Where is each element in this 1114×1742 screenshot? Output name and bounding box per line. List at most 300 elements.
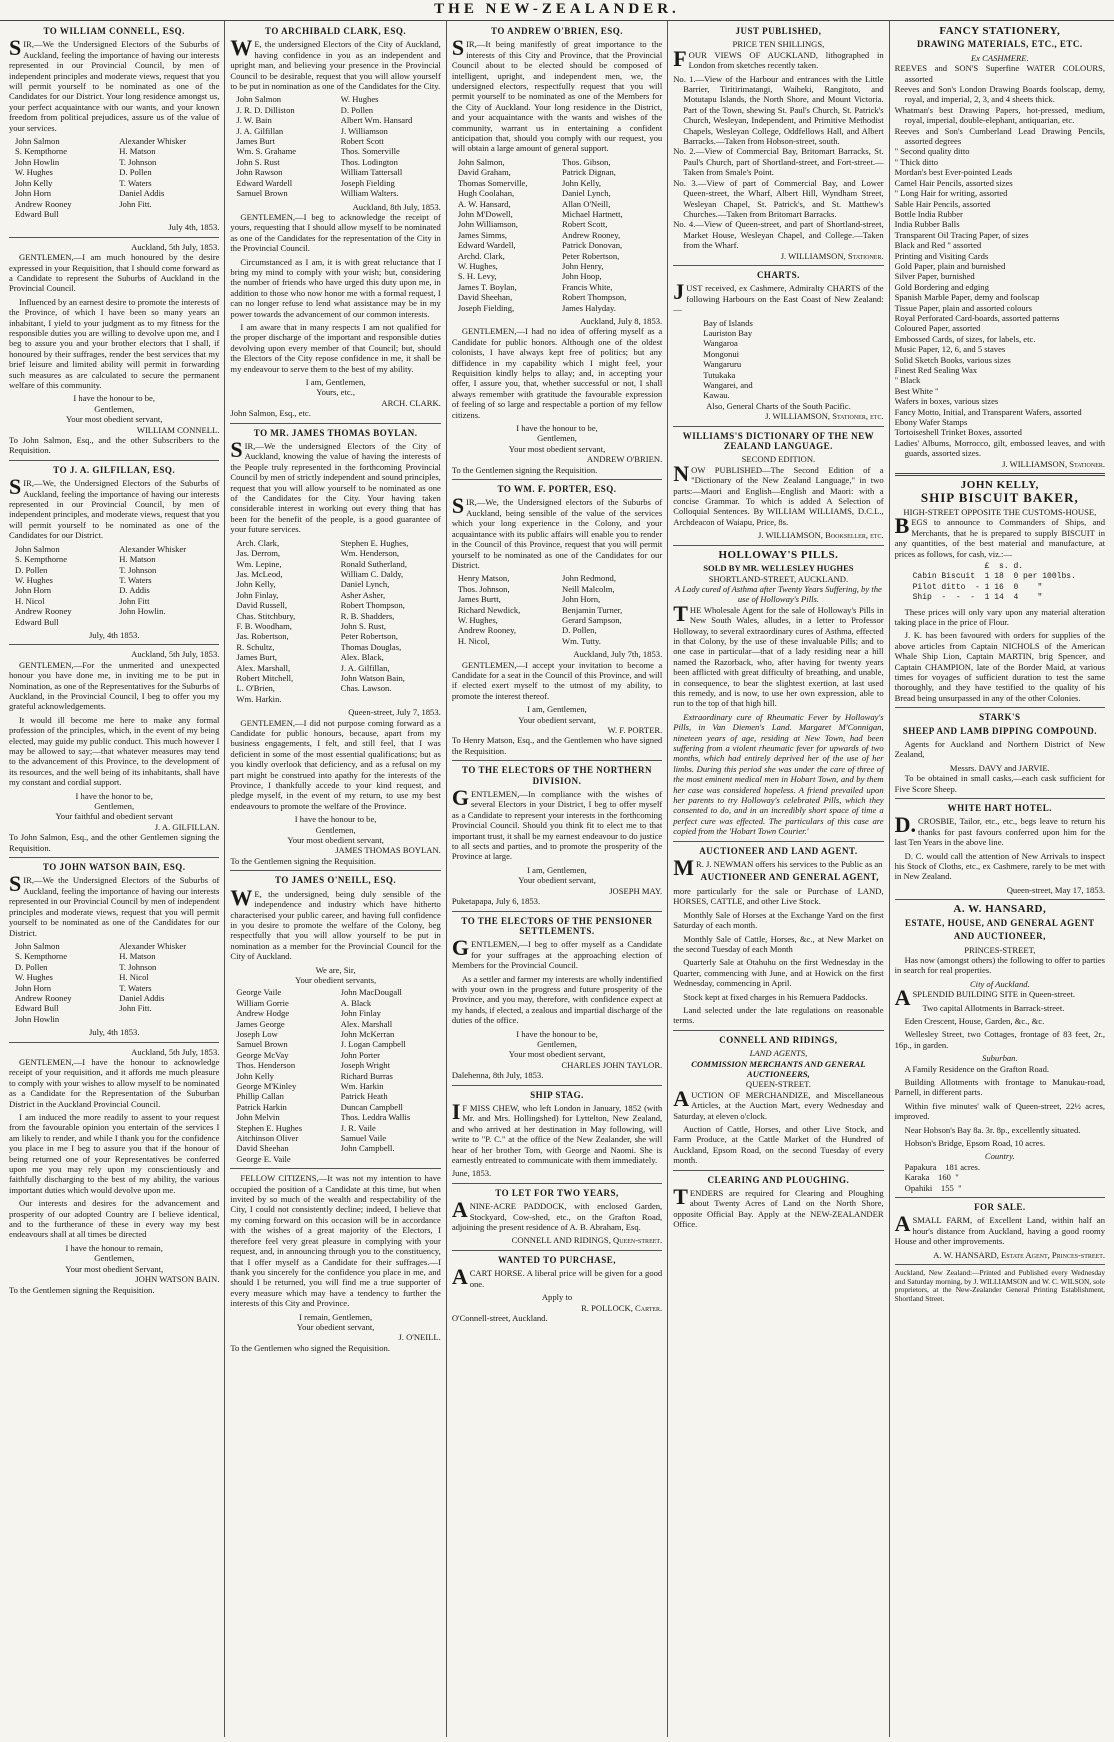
signatory-name: H. Nicol, [457,635,490,646]
ad-paragraph: Stock kept at fixed charges in his Remuera Paddocks. [683,991,868,1002]
signatory-name [119,1014,219,1024]
section-city: City of Auckland. [969,978,1030,989]
signature: CONNELL AND RIDINGS, Queen-street. [511,1235,663,1246]
heading-pensioner-settlements: TO THE ELECTORS OF THE PENSIONER SETTLEMENTS. [461,915,653,936]
column-3 [447,21,668,1737]
requisition-connell: SIR,—We the Undersigned Electors of the Suburbs of Auckland, feeling the importance of having our interests represented in our Provincial Council, by men of independent principles and moderate views, request that you will permit yourself to be nominated as one of the Candidates for our District. Your long residence amongst us, your perfect acquaintance with our wants, and your known freedom from political prejudices, assure us of the value of your services. [9,35,220,133]
signatory-name: J. Logan Campbell [340,1039,406,1050]
heading-auctioneer: AUCTIONEER AND LAND AGENT. [699,845,858,856]
signatory-name: Thos. Lodington [340,156,398,167]
property-item: Two capital Allotments in Barrack-street. [922,1002,1065,1013]
signatory-name: James Burt, [236,652,277,663]
signatory-name: T. Waters [119,982,152,993]
signatory-name: Benjamin Turner, [562,604,623,615]
divider [230,870,440,871]
signoff-line: I have the honour to be, [516,1028,598,1039]
signatory-name: Thos. Somerville [340,146,400,157]
signatory-name: J. Williamson [340,125,388,136]
stationery-item: " Second quality ditto [894,146,970,157]
signatory-name: Alexander Whisker [119,543,187,554]
stationery-item: Ebony Wafer Stamps [894,417,968,428]
stationery-item: Sable Hair Pencils, assorted [894,198,991,209]
heading-bain: TO JOHN WATSON BAIN, ESQ. [42,862,186,873]
signatory-name: D. Pollen, [562,625,597,636]
reply-paragraph: Our interests and desires for the advancement and prosperity of our adopted Country are I believe identical, and to the furtherance of these in every way my best endeavours shall at all times be directed [9,1198,220,1240]
signatory-name: Daniel Lynch, [340,579,390,590]
signatory-name: Daniel Addis [119,188,165,199]
signatory-name: John Howlin. [119,606,166,617]
divider [452,760,662,761]
divider [895,707,1105,708]
heading-connell: TO WILLIAM CONNELL, ESQ. [43,26,185,36]
ad-paddock: ANINE-ACRE PADDOCK, with enclosed Garden, Stockyard, Cow-shed, etc., on the Grafton Road, adjoining the present residence of A. B. Abraham, Esq. [451,1197,663,1233]
signoff-line: Yours, etc., [316,387,355,398]
subheading-agent: AUCTIONEER AND GENERAL AGENT, [700,872,879,883]
list-item: Tutukaka [703,369,736,380]
property-item: Eden Crescent, House, Garden, &c., &c. [904,1015,1045,1026]
subheading-street: PRINCES-STREET, [964,944,1036,955]
signatory-name: Samuel Brown [236,188,288,199]
signatory-name: John Fitt. [119,1003,152,1014]
heading-northern-division: TO THE ELECTORS OF THE NORTHERN DIVISION. [462,765,653,786]
column-5 [890,21,1110,1737]
address-paragraph: As a settler and farmer my interests are wholly indentified with your own in the progress and future prosperity of the Province, and you may, therefore, with confidence expect at my hands, if elected, a zealous and impartial discharge of the duties of the office. [451,973,663,1026]
signatory-name: Neill Malcolm, [562,583,615,594]
date-line: Dalehenna, 8th July, 1853. [451,1070,544,1081]
signatory-name: Michael Hartnett, [562,208,623,219]
date-line: Auckland, 5th July, 1853. [131,649,220,660]
heading-connell-ridings: CONNELL AND RIDINGS, [719,1034,838,1045]
stationery-item: Silver Paper, burnished [894,271,975,282]
signatory-name: John Kelly, [562,177,602,188]
ad-holloway-case: Extraordinary cure of Rheumatic Fever by Holloway's Pills, in Van Diemen's Land. Margaret M'Connigan, nineteen years of age, residing at New Town, had been suffering from a violent rheumatic fever for upwards of two months, which had entirely deprived her of the use of her limbs. During this period she was under the care of three of the most eminent medical men in Hobart Town, and by them her case was considered hopeless. A friend prevailed upon her parents to try Holloway's celebrated Pills, which they consented to do, and in an incredibly short space of time a perfect cure was effected. The particulars of this case are copied from the 'Hobart Town Courier.' [673,711,884,837]
signatory-name: A. W. Hansard, [457,198,511,209]
signatory-name: William Tattersall [340,167,403,178]
list-item: Opahiki 155 " [904,1182,962,1193]
signatory-name: T. Johnson [119,156,157,167]
signatory-name: J. A. Gilfillan [236,125,284,136]
signature: W. F. PORTER. [607,725,663,735]
signature: JOHN WATSON BAIN. [135,1274,220,1285]
heading-to-let: TO LET FOR TWO YEARS, [495,1187,619,1198]
signature: WILLIAM CONNELL. [136,424,220,435]
date-line: Auckland, July 7th, 1853. [573,649,663,660]
ad-auction-mart: AUCTION OF MERCHANDIZE, and Miscellaneous Articles, at the Auction Mart, every Wednesday and Saturday, at eleven o'clock. [673,1085,884,1121]
list-item: Karaka 160 " [904,1172,959,1183]
signatory-name: R. B. Shadders, [340,610,395,621]
signatory-name: Andrew Rooney, [562,229,621,240]
harbour-list [673,318,883,401]
property-item: Near Hobson's Bay 8a. 3r. 8p., excellently situated. [904,1124,1081,1135]
signatory-name: Stephen E. Hughes [236,1122,303,1133]
subheading-merchants: COMMISSION MERCHANTS AND GENERAL AUCTIONEERS, [691,1058,866,1079]
signatory-name: T. Waters [119,177,152,188]
stationery-item: Gold Paper, plain and burnished [894,260,1006,271]
heading-boylan: TO MR. JAMES THOMAS BOYLAN. [253,427,418,438]
signatory-name: John Porter [340,1049,380,1060]
requisition-bain: SIR,—We the Undersigned Electors of the Suburbs of Auckland, feeling the importance of having our interests represented in our Provincial Council by men of independent principles and moderate views, request that you will permit yourself to be nominated as one of the Candidates for our District. [9,871,220,938]
stationery-item: REEVES and SON'S Superfine WATER COLOURS, assorted [894,63,1106,84]
signatory-name: Francis White, [562,281,613,292]
signatory-name: Robert Scott [340,136,384,147]
heading-for-sale: FOR SALE. [974,1202,1026,1213]
ad-paragraph: Agents for Auckland and Northern District of New Zealand, [894,739,1106,760]
divider [895,1197,1105,1198]
reply-paragraph: GENTLEMEN,—I have the honour to acknowledge receipt of your requisition, and it affords me much pleasure to comply with your wishes to allow myself to be nominated as a Candidate for the Representation of the Suburban District in the Auckland Provincial Council. [9,1056,220,1109]
signatory-name: John Horn [15,585,52,596]
signatory-name: Albert Wm. Hansard [340,115,413,126]
signatories-clark [236,94,440,198]
signatory-name: Joseph Low [236,1028,278,1039]
signoff-line: Gentlemen, [94,403,135,414]
subheading-dipping: SHEEP AND LAMB DIPPING COMPOUND. [902,725,1097,736]
stationery-item: Music Paper, 12, 6, and 5 staves [894,344,1006,355]
signatory-name: John Salmon [236,94,282,105]
signatory-name: John Henry, [562,260,604,271]
date-line: July 4th, 1853. [168,222,220,233]
signatory-name: John Campbell. [340,1143,395,1154]
ad-paragraph: Auction of Cattle, Horses, and other Live Stock, and Farm Produce, at the Cattle Market of the Hundred of Auckland, Epsom Road, on the second Tuesday of every month. [673,1124,884,1166]
signatories-oneill [236,987,440,1164]
property-item: Within five minutes' walk of Queen-street, 22½ acres, improved. [894,1100,1106,1122]
signatory-name: John Fitt. [119,198,152,209]
signatory-name: T. Johnson [119,564,157,575]
signoff-line: Your most obedient servant, [287,835,384,846]
also-line: Also, General Charts of the South Pacific. [706,400,851,411]
signature: JOSEPH MAY. [609,885,663,896]
date-line: July, 4th 1853. [88,629,140,640]
stationery-item: Camel Hair Pencils, assorted sizes [894,177,1013,188]
heading-gilfillan: TO J. A. GILFILLAN, ESQ. [53,464,176,475]
divider [230,423,440,424]
signatory-name: John S. Rust, [340,620,386,631]
signatory-name [341,694,441,704]
signatory-name: Jas. Robertson, [236,631,289,642]
reply-paragraph: I am induced the more readily to assent to your request from the favourable opinion you entertain of the services I am likely to render, and while I thank you for the confidence you place in me I beg to assure you that if the honour of being returned one of your Representatives be conferred upon me you may rely upon my conscientiously and faithfully discharging to the best of my ability, the various important duties which would devolve upon me. [9,1112,220,1195]
addressee: To the Gentlemen signing the Requisition. [230,855,376,866]
heading-clark: TO ARCHIBALD CLARK, ESQ. [265,26,407,36]
stationery-item: Bottle India Rubber [894,208,963,219]
signatory-name: Patrick Donovan, [562,240,623,251]
subheading-address: HIGH-STREET OPPOSITE THE CUSTOMS-HOUSE, [903,506,1097,517]
signoff-line: Gentlemen, [537,1038,577,1049]
signatory-name: Richard Newdick, [457,604,521,615]
divider [9,460,219,461]
signatory-name: H. Matson [119,554,156,565]
subheading-price: PRICE TEN SHILLINGS, [732,39,825,50]
signoff-line: Gentlemen, [537,433,577,444]
heading-hansard: A. W. HANSARD, [953,903,1047,916]
signatory-name: Andrew Rooney [15,992,72,1003]
signatory-name: William Walters. [340,188,399,199]
signatory-name: Jas. Derrom, [236,548,281,559]
signatory-name: John Fitt [119,595,150,606]
signatory-name: John MacDougall [340,987,402,998]
agents-line: Messrs. DAVY and JARVIE. [949,762,1050,773]
notice-miss-chew: IF MISS CHEW, who left London in January, 1852 (with Mr. and Mrs. Hollingshed) for Lyttelton, New Zealand, and who arrived at her destination in May following, will write to "P. C." at the office of the New Zealander, she will hear of her brother Tom, with George and Naomi. She is earnestly entreated to communicate with them immediately. [451,1099,663,1166]
signoff-line: Your most obedient Servant, [65,1263,164,1274]
heading-starks: STARK'S [979,712,1021,723]
signature: J. WILLIAMSON, Stationer. [1002,458,1106,469]
signatory-name: H. Nicol [119,972,149,983]
signatory-name: Wm. S. Grahame [236,146,297,157]
divider [452,911,662,912]
stationery-list [895,63,1105,458]
list-item: Wangaroa [703,338,738,349]
signatory-name: John Kelly [15,177,53,188]
ad-dictionary: NOW PUBLISHED—The Second Edition of a "Dictionary of the New Zealand Language," in two parts:—Maori and English—English and Maori: with a concise Grammar. To which is added A Selection of Colloquial Sentences. By WILLIAM WILLIAMS, D.C.L., Archdeacon of Waiapu, Price, 8s. [673,460,884,527]
masthead: THE NEW-ZEALANDER. [0,0,1114,21]
divider [9,237,219,238]
stationery-item: Fancy Motto, Initial, and Transparent Wafers, assorted [894,406,1082,417]
date-line: June, 1853. [451,1168,492,1179]
heading-charts: CHARTS. [756,269,800,280]
signatory-name: S. H. Levy, [457,271,497,282]
signatories-porter [458,573,662,646]
signatory-name: J. R. Vaile [340,1122,376,1133]
signoff-line: I have the honor to be, [75,790,153,801]
signatory-name: Patrick Dignan, [562,167,616,178]
signature: J. A. GILFILLAN. [154,821,220,832]
stationery-item: " Long Hair for writing, assorted [894,188,1008,199]
date-line: Auckland, 5th July, 1853. [131,241,220,252]
signatory-name: J. W. Bain [236,115,272,126]
signatory-name: John Kelly, [236,579,276,590]
signatory-name: Patrick Heath [340,1091,388,1102]
signatory-name: Peter Robertson, [340,631,398,642]
signoff-line: Your obedient servant, [518,875,596,886]
signature: J. WILLIAMSON, Stationer, etc. [765,411,884,422]
signature: CHARLES JOHN TAYLOR. [561,1059,663,1070]
signatory-name: Ronald Sutherland, [340,558,407,569]
stationery-item: Coloured Paper, assorted [894,323,981,334]
signatory-name: D. Pollen [340,104,374,115]
ad-paragraph: Has now (amongst others) the following to offer to parties in search for real properties. [894,954,1106,976]
signatory-name: J. A. Gilfillan, [340,662,390,673]
signoff-line: I am, Gentlemen, [527,864,587,875]
signatory-name: Thos. Johnson, [457,583,510,594]
signatory-name: D. Pollen [15,564,48,575]
divider [673,841,883,842]
signatory-name: W. Hughes, [457,260,498,271]
signatory-name: Thos. Gibson, [562,156,611,167]
addressee: To the Gentlemen signing the Requisition. [451,464,598,475]
signatories-connell [15,136,219,219]
signatory-name: Stephen E. Hughes, [340,537,409,548]
list-item: Kawau. [703,390,730,401]
subheading-cashmere: Ex CASHMERE. [970,52,1029,63]
section-country: Country. [984,1151,1015,1162]
signatory-name: Robert Mitchell, [236,672,294,683]
signatory-name: John M'Dowell, [457,208,513,219]
divider [673,545,883,546]
stationery-item: Gold Bordering and edging [894,281,989,292]
stationery-item: Reeves and Son's London Drawing Boards foolscap, demy, royal, and imperial, 2, 3, and 4 sheets thick. [894,84,1106,105]
signatory-name: John Howlin [15,1013,60,1024]
divider [452,1183,662,1184]
view-item: No. 2.—View of Commercial Bay, Britomart Barracks, St. Paul's Church, part of Shortland-street, and Fort-street.—Taken from Smale's Point. [673,146,884,178]
stationery-item: Ladies' Albums, Morrocco, gilt, embossed leaves, and with guards, assorted sizes. [894,437,1106,459]
address-may: GENTLEMEN,—In compliance with the wishes of several Electors in your District, I beg to offer myself as a Candidate to represent your interests in the forthcoming Provincial Council. Should you think fit to elect me to that important trust, it shall be my earnest endeavour to do justice to all sects and parties, and to promote the prosperity of the Province at large. [451,785,663,862]
reply-paragraph: It would ill become me here to make any formal profession of the principles, which, in the event of my being elected, may guide my public conduct. This much however I may be allowed to say;—that whatever measures may tend to the advancement of this Province, to the development of its resources, and the well being of its inhabitants, shall have my constant and cordial support. [9,714,220,788]
signatory-name: Archd. Clark, [457,250,505,261]
signatory-name: H. Nicol [15,595,45,606]
signatory-name: John Horn, [562,594,601,605]
signatory-name: John Finlay, [236,589,279,600]
addressee: To John Salmon, Esq., and the other Subscribers to the Requisition. [9,435,220,456]
signoff-line: Your obedient servant, [296,1321,375,1332]
column-2 [225,21,446,1737]
signatory-name [119,209,219,219]
signatory-name: Samuel Vaile [340,1133,387,1144]
reply-paragraph: GENTLEMEN,—I accept your invitation to become a Candidate for a seat in the Council of this Province, and will if elected exert myself to the utmost of my ability, to promote the interest thereof. [451,659,663,701]
stationery-item: Finest Red Sealing Wax [894,365,978,375]
signature: JAMES THOMAS BOYLAN. [335,845,441,856]
signatory-name: Alexander Whisker [119,136,187,147]
signatory-name: Thomas Douglas, [340,641,402,652]
property-item: Building Allotments with frontage to Manukau-road, Parnell, in different parts. [894,1076,1106,1098]
heading-porter: TO WM. F. PORTER, ESQ. [497,484,617,495]
subheading-street: QUEEN-STREET. [745,1079,811,1090]
reply-paragraph: GENTLEMEN,—I had no idea of offering myself as a Candidate for public honors. Although one of the oldest colonists, I have always kept free of politics; but any diffidence in my capability which I might feel, your Requisition kindly helps to allay; and, in accepting your offer, I assure you, that, whether successful or not, I shall always remember with gratitude the favourable expression of feeling of so large and respectable a portion of my fellow citizens. [451,326,663,420]
signatory-name: Alex. Marshall, [236,662,291,673]
heading-john-kelly: JOHN KELLY, [960,479,1039,492]
signatory-name: Edward Wardell [236,177,293,188]
signatory-name: David Graham, [457,167,511,178]
divider [9,644,219,645]
signatory-name: W. Hughes, [457,614,498,625]
signatory-name: Alex. Black, [340,652,384,663]
requisition-oneill: WE, the undersigned, being duly sensible of the independence and industry which have hitherto characterised your public career, and having full confidence in you desire to promote the welfare of the Colony, beg respectfully that you will allow yourself to be put in nomination as a member for the Provincial Council for the City of Auckland. [230,884,441,962]
requisition-obrien: SIR,—It being manifestly of great importance to the interests of this City and Province, that the Provincial Council about to be elected should be composed of intelligent, upright, and independent men, we, the undersigned electors, respectfully request that you will permit yourself to be nominated as one of the Members for the City of Auckland. Your long residence in the District, and your acquaintance with the wants and wishes of the community, warrant us in entertaining a confident anticipation that, should you comply with our request, you will obtain a large amount of general support. [451,35,663,154]
stationery-item: Whatman's best Drawing Papers, hot-pressed, medium, royal, imperial, double-elephant, antiquarian, etc. [894,104,1106,126]
column-1 [4,21,225,1737]
date-line: Auckland, July 8, 1853. [580,315,663,326]
price-table: £ s. d. Cabin Biscuit 1 18 0 per 100lbs. Pilot ditto - 1 16 0 " Ship - - - 1 14 4 " [912,561,1076,603]
property-item: Hobson's Bridge, Epsom Road, 10 acres. [904,1138,1046,1148]
date-line: Queen-street, May 17, 1853. [1006,884,1106,895]
list-item: Wangaruru [703,359,742,370]
ad-paragraph: To be obtained in small casks,—each cask sufficient for Five Score Sheep. [894,773,1106,794]
list-item: Lauriston Bay [703,327,753,338]
signatory-name: R. Schultz, [236,641,275,652]
ad-paragraph: These prices will only vary upon any material alteration taking place in the price of Flour. [894,606,1106,627]
signatory-name: George McVay [236,1049,289,1060]
reply-paragraph: Circumstanced as I am, it is with great reluctance that I bring my mind to comply with your wish; but, considering the number of friends who have urged this duty upon me, in addition to those who now honor me with a formal request, I can no longer refuse to lend what assistance may be in my power towards the advancement of our common interests. [230,256,441,319]
reply-paragraph: GENTLEMEN,—I beg to acknowledge the receipt of yours, requesting that I should allow myself to be nominated as one of the Candidates for the representation of the City in the Provincial Council. [230,211,441,254]
addressee: To the Gentlemen who signed the Requisition. [230,1342,390,1353]
signatory-name: John Redmond, [562,573,616,584]
stationery-item: Black and Red " assorted [894,240,982,251]
signature: J. O'NEILL. [398,1332,441,1343]
signatory-name: Asher Asher, [340,589,386,600]
subheading-edition: SECOND EDITION. [741,454,816,465]
signatory-name: James Halyday. [562,302,616,313]
list-item: Bay of Islands [703,317,753,328]
signatory-name: Edward Bull [15,208,59,219]
signoff-line: Your obedient servants, [295,974,377,985]
signatory-name: William Gorrie [236,997,289,1008]
signatory-name: Robert Scott, [562,219,608,230]
signature: J. WILLIAMSON, Stationer. [780,250,884,261]
section-suburban: Suburban. [982,1053,1018,1064]
signoff-line: I have the honour to be, [516,423,598,434]
ad-four-views: FOUR VIEWS OF AUCKLAND, lithographed in London from sketches recently taken. [673,45,884,71]
signatory-name: John Williamson, [457,219,518,230]
signatory-name: Wm. Henderson, [340,548,400,559]
signatory-name: George M'Kinley [236,1081,297,1091]
signatory-name: John Horn [15,982,52,993]
property-item: A Family Residence on the Grafton Road. [904,1063,1050,1074]
signoff-line: Your obedient servant, [518,714,596,725]
columns [0,21,1114,1737]
signatory-name: Richard Burras [340,1070,393,1081]
column-4 [668,21,889,1737]
signatory-name: Alex. Marshall [340,1018,393,1029]
addressee: To the Gentlemen signing the Requisition. [9,1284,155,1295]
date-line: Queen-street, July 7, 1853. [348,707,441,718]
property-item: ASPLENDID BUILDING SITE in Queen-street. [894,985,1076,1011]
subheading-testimonial: A Lady cured of Asthma after Twenty Years Suffering, by the use of Holloway's Pills. [675,583,882,605]
signatory-name: D. Pollen [119,167,152,178]
signature: R. POLLOCK, Carter. [581,1302,663,1313]
ad-cart-horse: ACART HORSE. A liberal price will be given for a good one. [451,1264,663,1290]
signatory-name: John Kelly [236,1070,274,1081]
signature: J. WILLIAMSON, Bookseller, etc. [757,530,884,541]
stationery-item: Royal Perforated Card-boards, assorted patterns [894,312,1060,323]
ad-paragraph: Land selected under the late regulations on reasonable terms. [673,1004,884,1026]
property-item: Wellesley Street, two Cottages, frontage of 83 feet, 2r., 16p., in garden. [894,1029,1106,1050]
stationery-item: " Black [894,375,921,386]
ad-small-farm: ASMALL FARM, of Excellent Land, within half an hour's distance from Auckland, having a good roomy House and other improvements. [894,1211,1106,1247]
signatory-name: John Watson Bain, [340,672,405,683]
date-line: July, 4th 1853. [88,1027,140,1038]
stationery-item: Best White " [894,385,939,396]
divider [230,1168,440,1169]
heading-holloway: HOLLOWAY'S PILLS. [718,548,839,561]
divider [9,857,219,858]
signatories-gilfillan [15,544,219,627]
signatory-name: John Melvin [236,1112,280,1123]
list-item: Mongonui [703,348,740,359]
signatory-name: Duncan Campbell [340,1101,403,1112]
stationery-item: Tissue Paper, plain and assorted colours [894,302,1032,313]
subheading-estate-agent: ESTATE, HOUSE, AND GENERAL AGENT [904,917,1095,928]
heading-wanted: WANTED TO PURCHASE, [498,1254,616,1265]
heading-clearing: CLEARING AND PLOUGHING. [707,1174,850,1185]
signoff-line: I am, Gentlemen, [527,704,587,715]
signatory-name: Peter Robertson, [562,250,620,261]
signatory-name: Samuel Brown [236,1039,288,1050]
signatory-name: John Hoop, [562,271,602,282]
addressee: John Salmon, Esq., etc. [230,408,311,419]
signatory-name: Hugh Coolahan, [457,188,515,199]
signatory-name: Wm. Harkin. [236,693,282,704]
divider [895,899,1105,900]
signoff-line: Your most obedient servant, [65,414,163,425]
signatory-name: Arch. Clark, [236,537,280,548]
view-item: No. 3.—View of part of Commercial Bay, and Lower Queen-street, the Wharf, Albert Hill, Wyndham Street, Wesleyan Chapel, St. Patrick's, and St. Matthew's Churches.—Taken from Britomart Barracks. [673,177,884,219]
view-item: No. 4.—View of Queen-street, and part of Shortland-street, Market House, Wesleyan Chapel, and College.—Taken from the Wharf. [673,219,884,251]
divider [673,1170,883,1171]
ad-crosbie: D.CROSBIE, Tailor, etc., etc., begs leave to return his thanks for past favours conferred upon him for the last Ten Years in the above line. [894,812,1106,848]
signatory-name: Wm. Tutty. [562,635,601,646]
signoff-line: Your most obedient servant, [508,443,606,454]
stationery-item: Printing and Visiting Cards [894,250,989,261]
signatory-name: Gerard Sampson, [562,614,622,625]
address-line: O'Connell-street, Auckland. [451,1312,548,1323]
signatory-name: John Salmon, [457,156,505,167]
